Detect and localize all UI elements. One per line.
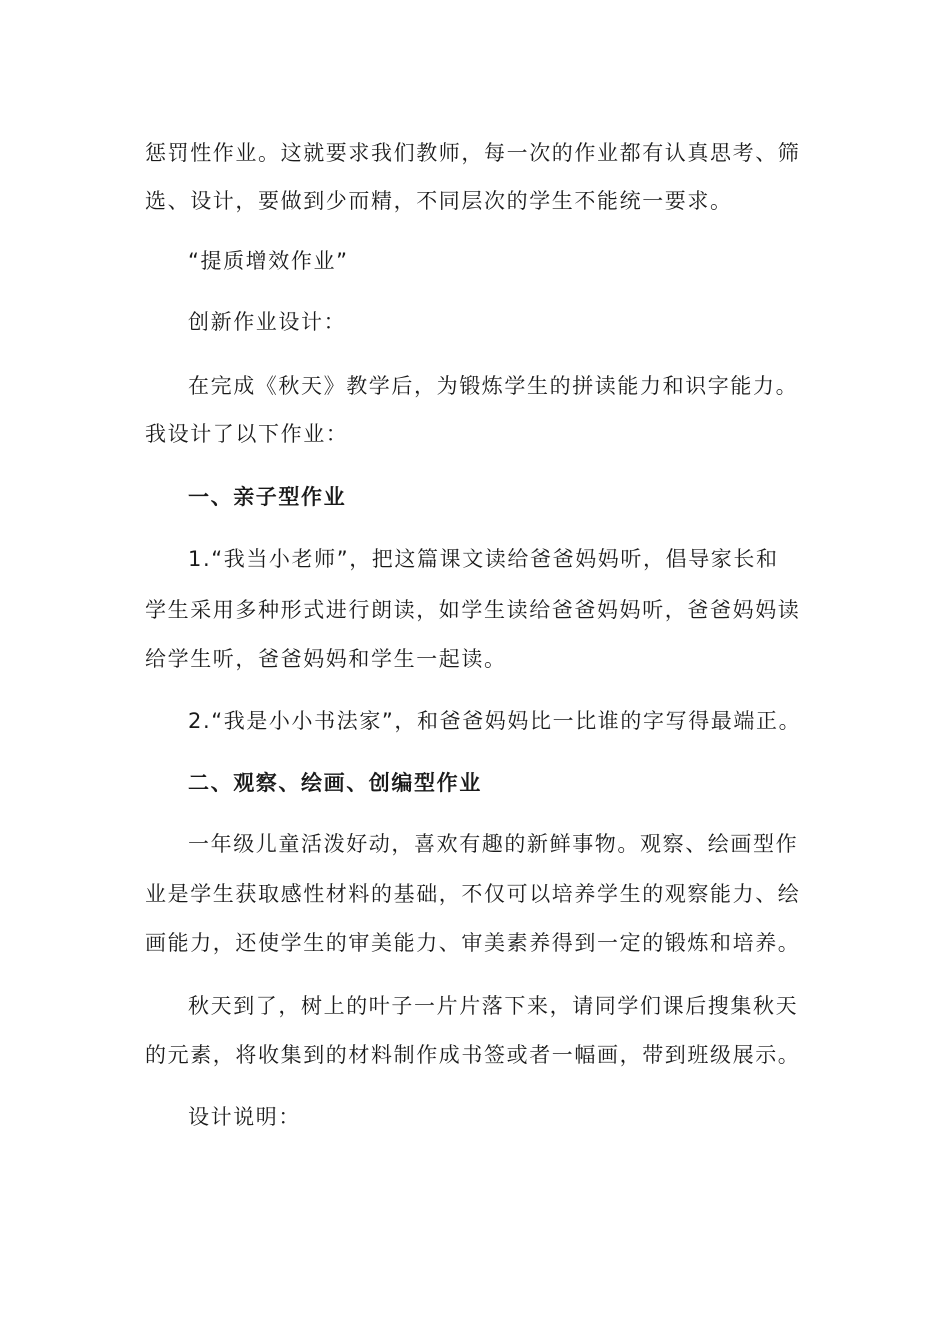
- paragraph-line: 画能力，还使学生的审美能力、审美素养得到一定的锻炼和培养。: [145, 931, 801, 955]
- paragraph-line: 一年级儿童活泼好动，喜欢有趣的新鲜事物。观察、绘画型作: [188, 832, 799, 856]
- paragraph-line: 学生采用多种形式进行朗读，如学生读给爸爸妈妈听，爸爸妈妈读: [145, 598, 801, 622]
- paragraph-line: 给学生听，爸爸妈妈和学生一起读。: [145, 647, 507, 671]
- section-heading: 二、观察、绘画、创编型作业: [188, 771, 482, 795]
- section-label: 创新作业设计：: [188, 310, 347, 334]
- paragraph-line: 2.“我是小小书法家”，和爸爸妈妈比一比谁的字写得最端正。: [188, 709, 802, 733]
- section-label: 设计说明：: [188, 1105, 301, 1129]
- paragraph-line: 的元素，将收集到的材料制作成书签或者一幅画，带到班级展示。: [145, 1043, 801, 1067]
- paragraph-line: 我设计了以下作业：: [145, 422, 349, 446]
- section-heading: 一、亲子型作业: [188, 485, 347, 509]
- paragraph-line: 惩罚性作业。这就要求我们教师，每一次的作业都有认真思考、筛: [145, 141, 801, 165]
- paragraph-line: 选、设计，要做到少而精，不同层次的学生不能统一要求。: [145, 189, 733, 213]
- paragraph-line: 业是学生获取感性材料的基础，不仅可以培养学生的观察能力、绘: [145, 882, 801, 906]
- quoted-title: “提质增效作业”: [188, 249, 349, 273]
- paragraph-line: 1.“我当小老师”，把这篇课文读给爸爸妈妈听，倡导家长和: [188, 547, 779, 571]
- paragraph-line: 在完成《秋天》教学后，为锻炼学生的拼读能力和识字能力。: [188, 374, 799, 398]
- paragraph-line: 秋天到了，树上的叶子一片片落下来，请同学们课后搜集秋天: [188, 994, 799, 1018]
